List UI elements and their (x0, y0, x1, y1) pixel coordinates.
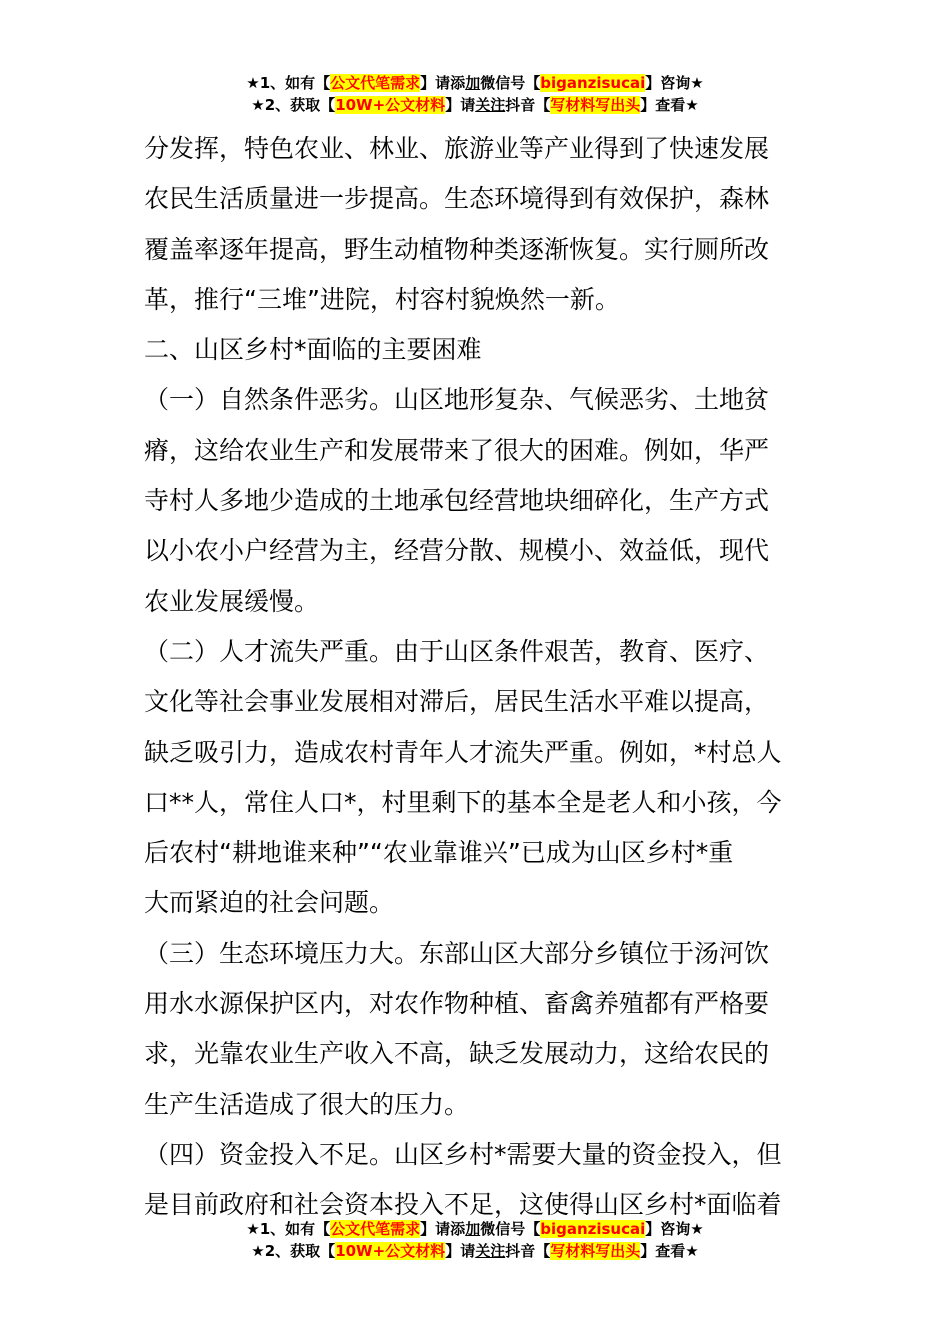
promo-text: 】咨询★ (645, 1220, 704, 1238)
body-line: （二）人才流失严重。由于山区条件艰苦，教育、医疗、 (144, 636, 770, 666)
promo-wechat-id: biganzisucai (540, 1220, 646, 1238)
header-promo-banner (0, 72, 950, 116)
promo-highlight: 公文代笔需求 (330, 74, 421, 92)
promo-highlight: 10W+公文材料 (335, 1242, 446, 1260)
promo-text: ★2、获取【 (251, 96, 336, 114)
body-line: 以小农小户经营为主，经营分散、规模小、效益低，现代 (144, 536, 770, 566)
promo-text: 】咨询★ (645, 74, 704, 92)
document-body (144, 124, 808, 1231)
promo-text: 】请添 (420, 1220, 466, 1238)
body-line: 分发挥，特色农业、林业、旅游业等产业得到了快速发展 (144, 134, 770, 163)
promo-douyin-account: 写材料写出头 (550, 96, 641, 114)
promo-line-2 (0, 1240, 950, 1262)
promo-underlined: 关注 (475, 1242, 506, 1260)
promo-highlight: 公文代笔需求 (330, 1220, 421, 1238)
body-line: 生产生活造成了很大的压力。 (144, 1089, 470, 1119)
body-line: 寺村人多地少造成的土地承包经营地块细碎化，生产方式 (144, 486, 770, 516)
body-line: 农民生活质量进一步提高。生态环境得到有效保护，森林 (144, 184, 770, 214)
promo-line-1 (0, 72, 950, 94)
body-line: 瘠，这给农业生产和发展带来了很大的困难。例如，华严 (144, 435, 770, 465)
promo-text: 】查看★ (640, 1242, 699, 1260)
body-line: 缺乏吸引力，造成农村青年人才流失严重。例如，*村总人 (144, 737, 782, 767)
body-line: （三）生态环境压力大。东部山区大部分乡镇位于汤河饮 (144, 938, 770, 968)
promo-highlight: 10W+公文材料 (335, 96, 446, 114)
promo-text: 微信号【 (480, 74, 541, 92)
promo-text: 】查看★ (640, 96, 699, 114)
body-line: 文化等社会事业发展相对滞后，居民生活水平难以提高， (144, 687, 770, 717)
body-line: 革，推行“三堆”进院，村容村貌焕然一新。 (144, 284, 620, 314)
body-line: 后农村“耕地谁来种”“农业靠谁兴”已成为山区乡村*重 (144, 838, 734, 868)
body-line: 覆盖率逐年提高，野生动植物种类逐渐恢复。实行厕所改 (144, 234, 770, 264)
body-line: 用水水源保护区内，对农作物种植、畜禽养殖都有严格要 (144, 989, 770, 1019)
body-line: （四）资金投入不足。山区乡村*需要大量的资金投入，但 (144, 1139, 782, 1169)
promo-line-2 (0, 94, 950, 116)
promo-line-1 (0, 1218, 950, 1240)
promo-text: 】请 (445, 1242, 476, 1260)
promo-text: 】请 (445, 96, 476, 114)
body-line: 是目前政府和社会资本投入不足，这使得山区乡村*面临着 (144, 1190, 782, 1220)
body-line: 口**人，常住人口*，村里剩下的基本全是老人和小孩，今 (144, 787, 782, 817)
body-line: （一）自然条件恶劣。山区地形复杂、气候恶劣、土地贫 (144, 385, 770, 415)
promo-underlined: 加 (465, 74, 481, 92)
body-line: 求，光靠农业生产收入不高，缺乏发展动力，这给农民的 (144, 1039, 770, 1069)
promo-text: ★1、如有【 (246, 1220, 331, 1238)
promo-underlined: 关注 (475, 96, 506, 114)
promo-underlined: 加 (465, 1220, 481, 1238)
footer-promo-banner (0, 1218, 950, 1262)
promo-text: ★2、获取【 (251, 1242, 336, 1260)
promo-wechat-id: biganzisucai (540, 74, 646, 92)
promo-text: ★1、如有【 (246, 74, 331, 92)
promo-text: 微信号【 (480, 1220, 541, 1238)
promo-text: 】请添 (420, 74, 466, 92)
promo-text: 抖音【 (505, 96, 551, 114)
body-line: 农业发展缓慢。 (144, 586, 320, 616)
promo-douyin-account: 写材料写出头 (550, 1242, 641, 1260)
promo-text: 抖音【 (505, 1242, 551, 1260)
section-heading: 二、山区乡村*面临的主要困难 (144, 335, 482, 365)
body-line: 大而紧迫的社会问题。 (144, 888, 395, 918)
